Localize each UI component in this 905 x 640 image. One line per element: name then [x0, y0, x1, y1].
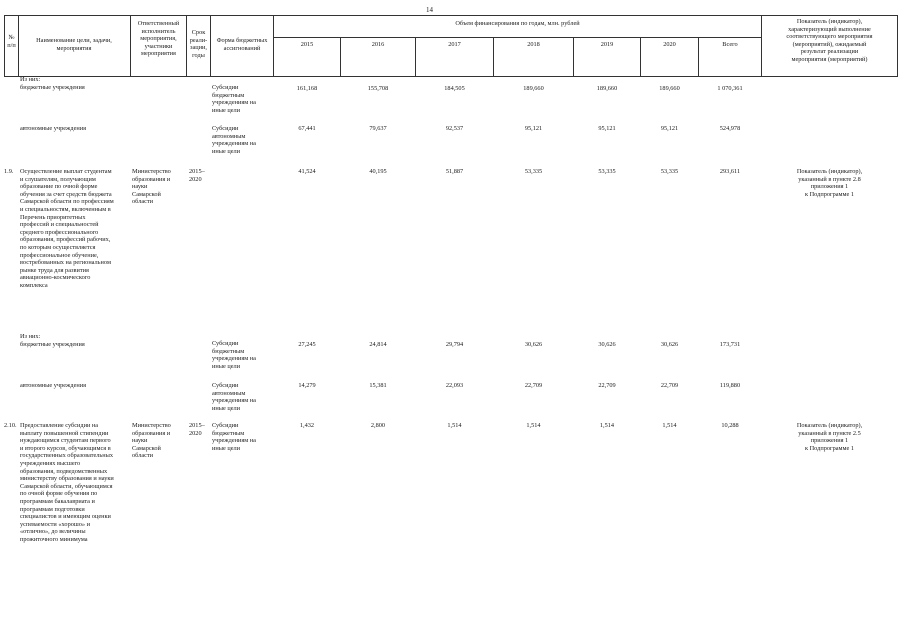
table-right-border [897, 15, 898, 76]
value-2016: 24,814 [369, 341, 387, 348]
header-activity-name: Наименование цели, задачи, мероприятия [36, 37, 112, 52]
value-2016: 155,708 [367, 85, 389, 92]
row-number: 2.10. [4, 422, 17, 429]
funding-table [4, 15, 898, 595]
header-year-2017: 2017 [448, 41, 461, 48]
value-2018: 22,709 [524, 382, 543, 389]
row-name: Из них: бюджетные учреждения [20, 333, 85, 348]
row-number: 1.9. [4, 168, 14, 175]
value-2017: 92,537 [445, 125, 464, 132]
value-2016: 15,381 [369, 382, 387, 389]
value-total: 524,978 [719, 125, 741, 132]
header-year-2019: 2019 [600, 41, 614, 48]
value-2015: 67,441 [298, 125, 316, 132]
value-2020: 53,335 [660, 168, 679, 175]
value-2018: 1,514 [526, 422, 541, 429]
value-2019: 22,709 [598, 382, 616, 389]
value-2015: 161,168 [296, 85, 318, 92]
value-2016: 79,637 [369, 125, 387, 132]
value-2017: 22,093 [445, 382, 464, 389]
header-year-2020: 2020 [663, 41, 676, 48]
value-total: 10,288 [721, 422, 739, 429]
table-top-border [4, 15, 898, 16]
value-2015: 14,279 [298, 382, 316, 389]
header-term: Срок реали- зации, годы [189, 29, 208, 59]
row-indicator: Показатель (индикатор), указанный в пункте 2.5 приложения 1 к Подпрограмме 1 [796, 422, 863, 452]
value-2015: 27,245 [298, 341, 316, 348]
header-bottom-border [4, 76, 898, 77]
row-name: Осуществление выплат студентам и слушателям, получающим образование по очной форме обучения за счет средств бюджета Самарской области по профессиям и специальностям, включенным в Перечень приоритетных профессий и специальностей среднего профессионального образования, профессий рабочих, по которым осуществляется профессиональное обучение, востребованных на региональном рынке труда для развития авиационно-космического комплекса [20, 168, 114, 289]
value-2018: 189,660 [523, 85, 544, 92]
col-divider [18, 15, 19, 76]
row-allocation-form: Субсидии автономным учреждениям на иные цели [212, 125, 256, 155]
value-2017: 51,887 [445, 168, 464, 175]
header-allocation-form: Форма бюджетных ассигнований [216, 37, 268, 52]
row-responsible: Министерство образования и науки Самарской области [132, 422, 171, 460]
value-2017: 29,794 [445, 341, 464, 348]
value-2019: 53,335 [598, 168, 616, 175]
page-number: 14 [426, 6, 433, 14]
value-2018: 30,626 [524, 341, 543, 348]
header-row-number: № п/п [7, 34, 16, 49]
header-funding: Объем финансирования по годам, млн. рублей [455, 20, 580, 27]
value-2019: 189,660 [596, 85, 618, 92]
row-responsible: Министерство образования и науки Самарской области [132, 168, 171, 206]
row-name: Из них: бюджетные учреждения [20, 76, 85, 91]
value-2016: 40,195 [369, 168, 387, 175]
row-name: автономные учреждения [20, 382, 87, 389]
header-year-2018: 2018 [527, 41, 540, 48]
row-allocation-form: Субсидии автономным учреждениям на иные цели [212, 382, 256, 412]
value-total: 173,731 [719, 341, 741, 348]
row-allocation-form: Субсидии бюджетным учреждениям на иные цели [212, 422, 256, 452]
row-allocation-form: Субсидии бюджетным учреждениям на иные цели [212, 340, 256, 370]
header-total: Всего [722, 41, 738, 48]
value-2015: 1,432 [299, 422, 315, 429]
value-total: 119,880 [719, 382, 741, 389]
value-total: 1 070,361 [717, 85, 743, 92]
row-allocation-form: Субсидии бюджетным учреждениям на иные цели [212, 84, 256, 114]
value-2019: 30,626 [598, 341, 616, 348]
value-total: 293,611 [719, 168, 741, 175]
header-year-2016: 2016 [371, 41, 385, 48]
value-2017: 184,505 [444, 85, 465, 92]
row-indicator: Показатель (индикатор), указанный в пункте 2.8 приложения 1 к Подпрограмме 1 [796, 168, 863, 198]
row-name: Предоставление субсидии на выплату повышенной стипендии нуждающимся студентам первого и второго курсов, обучающимся в государственных образовательных учреждениях высшего образования, подведомственных министерству образования и науки Самарской области, обучающимся по очной форме обучения по программам бакалавриата и программам подготовки специалистов и имеющим оценки успеваемости «хорошо» и «отлично», до величины прожиточного минимума [20, 422, 114, 543]
value-2020: 189,660 [659, 85, 680, 92]
value-2017: 1,514 [447, 422, 462, 429]
row-term: 2015– 2020 [189, 168, 205, 183]
value-2020: 95,121 [660, 125, 679, 132]
value-2019: 95,121 [598, 125, 616, 132]
years-header-top-line [273, 37, 761, 38]
value-2020: 30,626 [660, 341, 679, 348]
value-2019: 1,514 [599, 422, 615, 429]
header-indicator: Показатель (индикатор), характеризующий выполнение соответствующего мероприятия (мероприятий), ожидаемый результат реализации мероприятия (мероприятий) [786, 18, 873, 63]
value-2020: 22,709 [660, 382, 679, 389]
row-term: 2015– 2020 [189, 422, 205, 437]
value-2015: 41,524 [298, 168, 316, 175]
row-name: автономные учреждения [20, 125, 87, 132]
header-year-2015: 2015 [300, 41, 314, 48]
value-2020: 1,514 [662, 422, 677, 429]
value-2018: 53,335 [524, 168, 543, 175]
value-2016: 2,800 [370, 422, 386, 429]
value-2018: 95,121 [524, 125, 543, 132]
header-responsible: Ответственный исполнитель мероприятия, участники мероприятия [137, 20, 180, 58]
